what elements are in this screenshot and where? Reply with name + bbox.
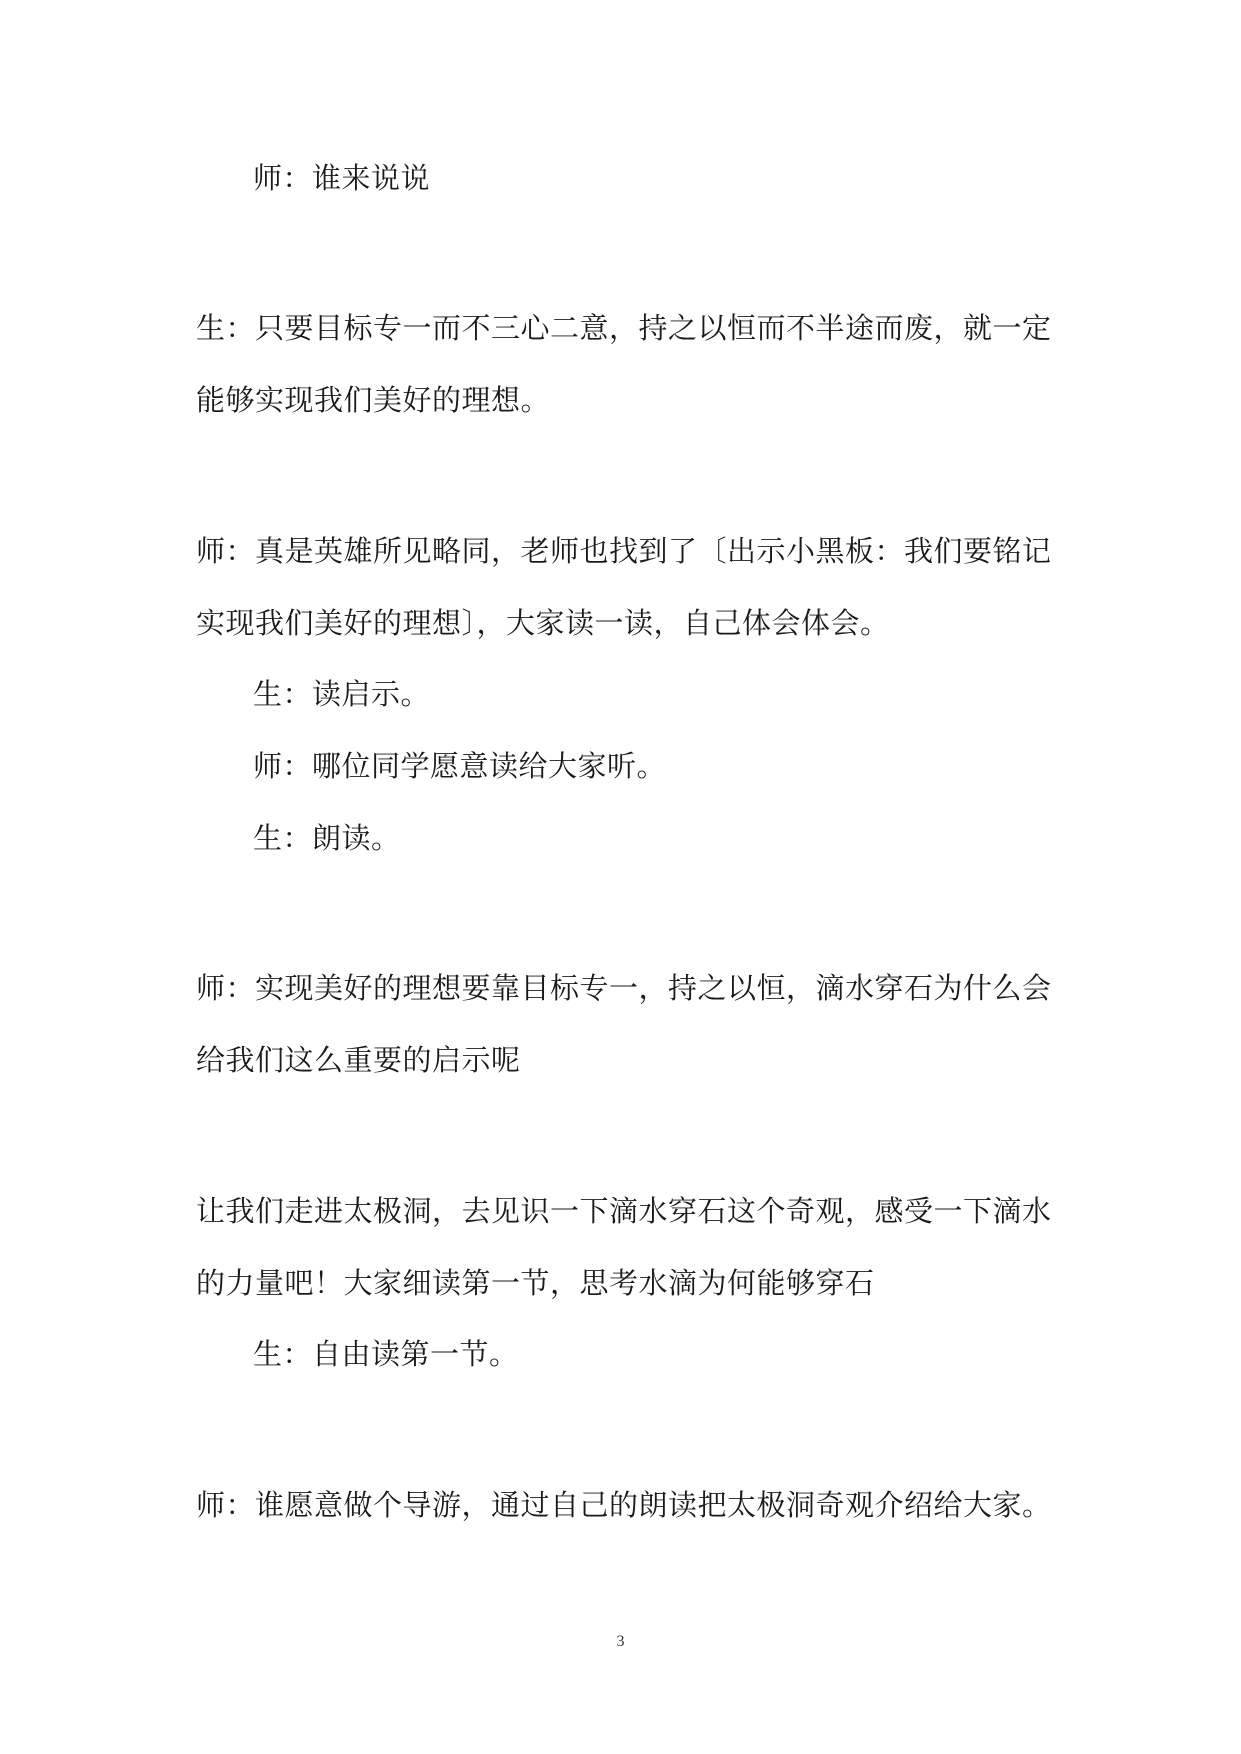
paragraph-7-line-1: 师：实现美好的理想要靠目标专一，持之以恒，滴水穿石为什么会 — [196, 971, 1052, 1005]
paragraph-1-line-1: 师：谁来说说 — [253, 161, 431, 195]
page-number: 3 — [616, 1633, 625, 1650]
paragraph-2-line-2: 能够实现我们美好的理想。 — [196, 383, 551, 417]
paragraph-6-line-1: 生：朗读。 — [253, 821, 401, 855]
paragraph-9-line-1: 生：自由读第一节。 — [253, 1337, 519, 1371]
paragraph-8-line-2: 的力量吧！大家细读第一节，思考水滴为何能够穿石 — [196, 1266, 875, 1300]
paragraph-2-line-1: 生：只要目标专一而不三心二意，持之以恒而不半途而废，就一定 — [196, 311, 1052, 345]
paragraph-8-line-1: 让我们走进太极洞，去见识一下滴水穿石这个奇观，感受一下滴水 — [196, 1194, 1052, 1228]
paragraph-5-line-1: 师：哪位同学愿意读给大家听。 — [253, 749, 667, 783]
paragraph-10-line-1: 师：谁愿意做个导游，通过自己的朗读把太极洞奇观介绍给大家。 — [196, 1488, 1052, 1522]
paragraph-7-line-2: 给我们这么重要的启示呢 — [196, 1043, 521, 1077]
paragraph-3-line-1: 师：真是英雄所见略同，老师也找到了〔出示小黑板：我们要铭记 — [196, 534, 1052, 568]
paragraph-3-line-2: 实现我们美好的理想〕，大家读一读，自己体会体会。 — [196, 606, 890, 640]
paragraph-4-line-1: 生：读启示。 — [253, 677, 431, 711]
